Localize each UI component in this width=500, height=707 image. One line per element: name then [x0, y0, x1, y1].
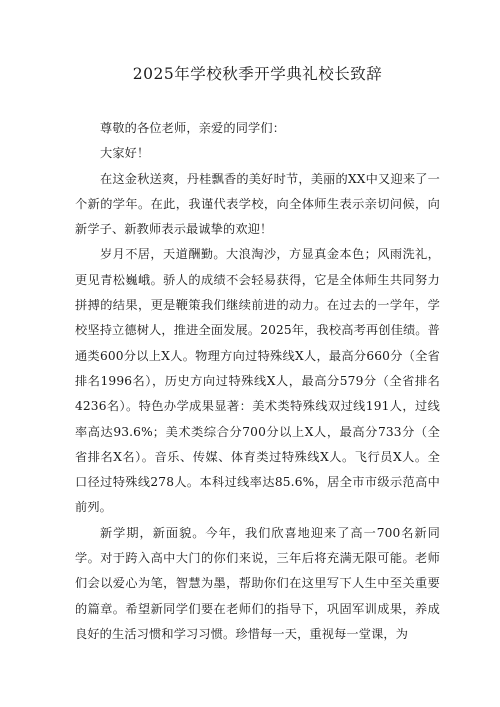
new-semester-paragraph: 新学期，新面貌。今年，我们欣喜地迎来了高一700名新同学。对于跨入高中大门的你们来说，三年后将充满无限可能。老师们会以爱心为笔，智慧为墨，帮助你们在这里写下人生中至关重要的篇章。希望新同学们要在老师们的指导下，巩固军训成果，养成良好的生活习惯和学习习惯。珍惜每一天，重视每一堂课，为 — [75, 525, 440, 641]
greeting-paragraph: 大家好！ — [100, 146, 150, 161]
salutation-paragraph: 尊敬的各位老师，亲爱的同学们： — [100, 121, 286, 135]
welcome-paragraph: 在这金秋送爽，丹桂飘香的美好时节，美丽的XX中又迎来了一个新的学年。在此，我谨代表学校，向全体师生表示亲切问候，向新学子、新教师表示最诚挚的欢迎！ — [75, 171, 440, 237]
document-title: 2025年学校秋季开学典礼校长致辞 — [132, 65, 383, 83]
achievements-paragraph: 岁月不居，天道酬勤。大浪淘沙，方显真金本色；风雨洗礼，更见青松巍峨。骄人的成绩不会轻易获得，它是全体师生共同努力拼搏的结果，更是鞭策我们继续前进的动力。在过去的一学年，学校坚持立德树人，推进全面发展。2025年，我校高考再创佳绩。普通类600分以上X人。物理方向过特殊线X人，最高分660分（全省排名1996名），历史方向过特殊线X人，最高分579分（全省排名4236名）。特色办学成果显著：美术类特殊线双过线191人，过线率高达93.6%；美术类综合分700分以上X人，最高分733分（全省排名X名）。音乐、传媒、体育类过特殊线X人。飞行员X人。全口径过特殊线278人。本科过线率达85.6%，居全市市级示范高中前列。 — [75, 247, 440, 515]
